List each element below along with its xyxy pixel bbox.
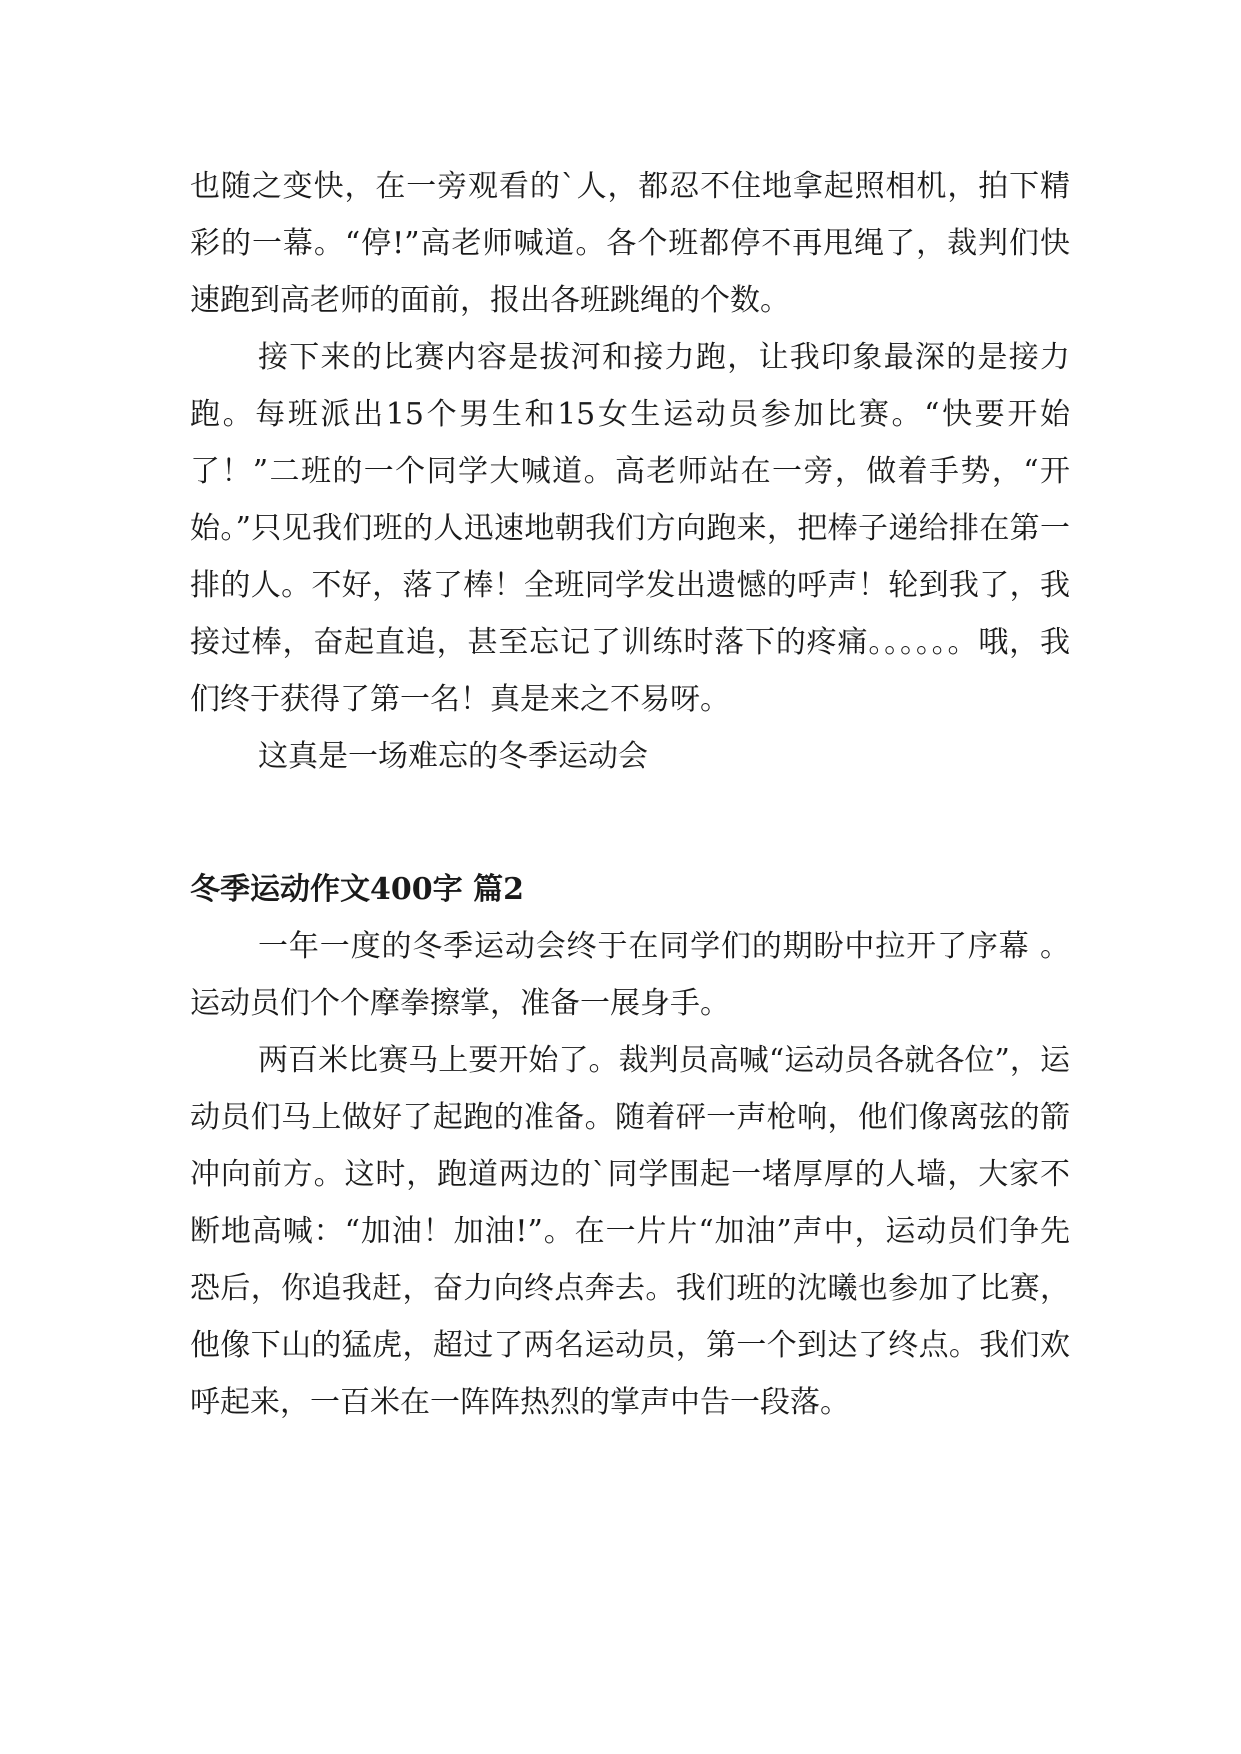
paragraph-relay-race: 接下来的比赛内容是拔河和接力跑，让我印象最深的是接力跑。每班派出15个男生和15女生运动员参加比赛。“快要开始了！”二班的一个同学大喊道。高老师站在一旁，做着手势，“开始。”只见我们班的人迅速地朝我们方向跑来，把棒子递给排在第一排的人。不好，落了棒！全班同学发出遗憾的呼声！轮到我了，我接过棒，奋起直追，甚至忘记了训练时落下的疼痛。。。。。。哦，我们终于获得了第一名！真是来之不易呀。: [190, 340, 1070, 717]
section-spacer: [190, 785, 1070, 861]
paragraph-200m-race: 两百米比赛马上要开始了。裁判员高喊“运动员各就各位”，运动员们马上做好了起跑的准备。随着砰一声枪响，他们像离弦的箭冲向前方。这时，跑道两边的`同学围起一堵厚厚的人墙，大家不断地高喊：“加油！加油!”。在一片片“加油”声中，运动员们争先恐后，你追我赶，奋力向终点奔去。我们班的沈曦也参加了比赛，他像下山的猛虎，超过了两名运动员，第一个到达了终点。我们欢呼起来，一百米在一阵阵热烈的掌声中告一段落。: [190, 1043, 1070, 1420]
paragraph-continuation: 也随之变快，在一旁观看的`人，都忍不住地拿起照相机，拍下精彩的一幕。“停!”高老师喊道。各个班都停不再甩绳了，裁判们快速跑到高老师的面前，报出各班跳绳的个数。: [190, 169, 1070, 318]
document-body: [190, 158, 1070, 1431]
paragraph-conclusion: 这真是一场难忘的冬季运动会: [258, 739, 648, 774]
section-heading: 冬季运动作文400字 篇2: [190, 872, 524, 907]
paragraph-opening: 一年一度的冬季运动会终于在同学们的期盼中拉开了序幕 。运动员们个个摩拳擦掌，准备一展身手。: [190, 929, 1070, 1021]
